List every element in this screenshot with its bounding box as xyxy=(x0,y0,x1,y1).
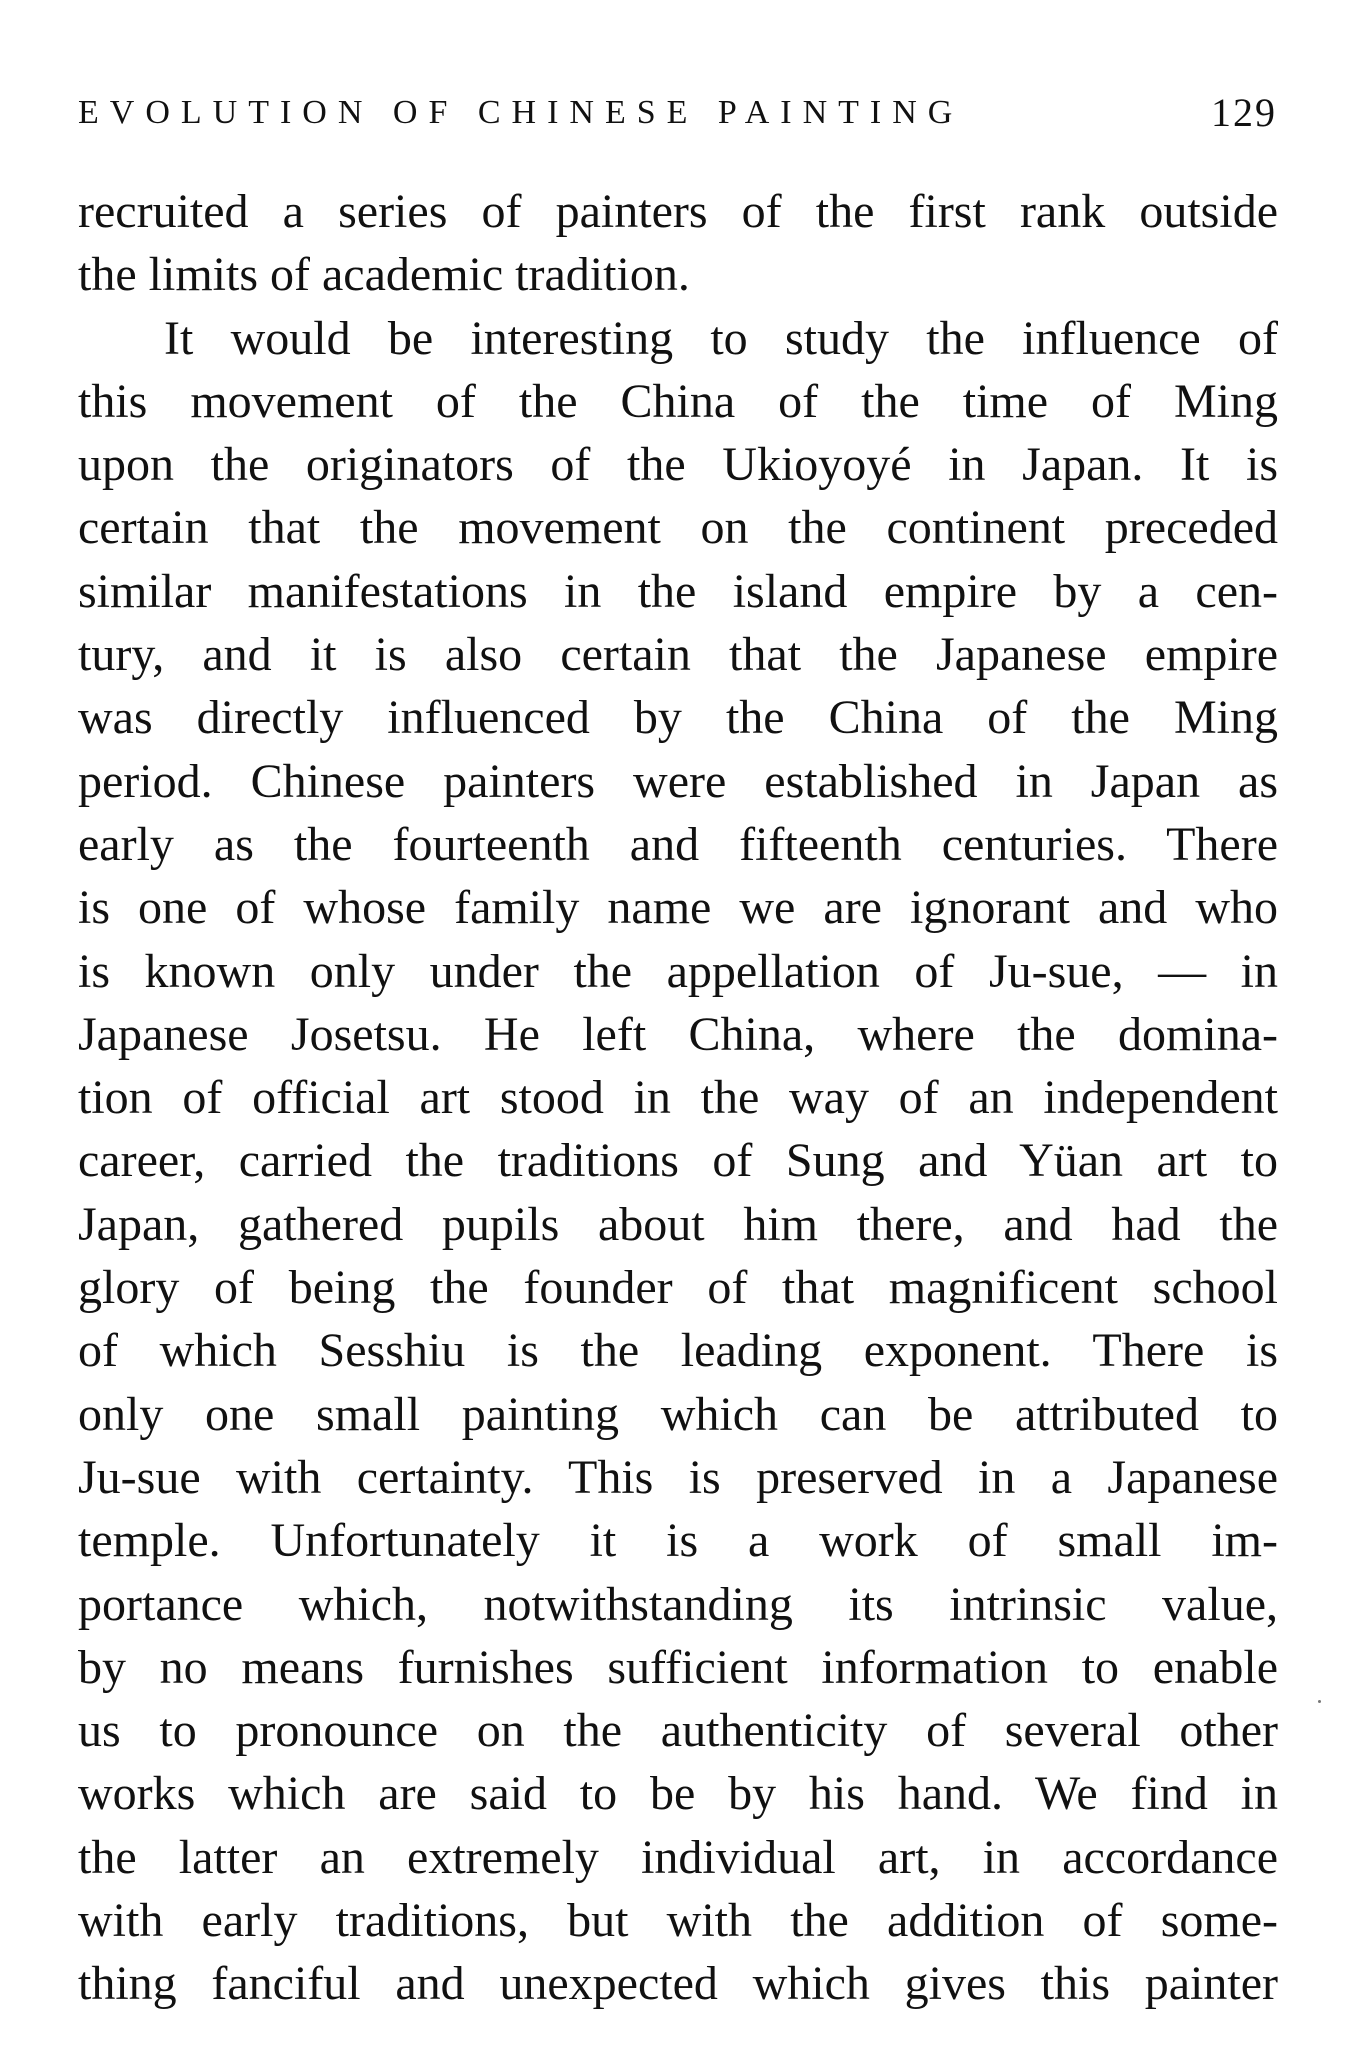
text-line: recruited a series of painters of the first rank outside xyxy=(78,185,1278,238)
text-line: is one of whose family name we are ignorant and who xyxy=(78,881,1278,935)
text-line: portance which, notwithstanding its intrinsic value, xyxy=(78,1577,1278,1631)
text-line: tury, and it is also certain that the Japanese empire xyxy=(78,628,1278,682)
paragraph-first-line: It would be interesting to study the influence of xyxy=(164,311,1278,365)
text-line: of which Sesshiu is the leading exponent. There is xyxy=(78,1324,1278,1378)
text-line: only one small painting which can be attributed to xyxy=(78,1387,1278,1441)
text-line: tion of official art stood in the way of an independent xyxy=(78,1071,1278,1125)
text-line: glory of being the founder of that magnificent school xyxy=(78,1261,1278,1315)
text-line: with early traditions, but with the addition of some- xyxy=(78,1894,1278,1948)
text-line: thing fanciful and unexpected which gives this painter xyxy=(78,1957,1278,2011)
ink-speck xyxy=(1318,1700,1321,1703)
text-line: the latter an extremely individual art, in accordance xyxy=(78,1830,1278,1884)
text-line: by no means furnishes sufficient information to enable xyxy=(78,1640,1278,1694)
text-line: Japan, gathered pupils about him there, and had the xyxy=(78,1197,1278,1251)
text-line: this movement of the China of the time of Ming xyxy=(78,374,1278,428)
text-line: Ju-sue with certainty. This is preserved in a Japanese xyxy=(78,1450,1278,1504)
running-head-title: EVOLUTION OF CHINESE PAINTING xyxy=(78,94,964,131)
body-text xyxy=(78,180,1278,2016)
text-line: upon the originators of the Ukioyoyé in Japan. It is xyxy=(78,438,1278,492)
text-line: works which are said to be by his hand. We find in xyxy=(78,1767,1278,1821)
text-line: certain that the movement on the continent preceded xyxy=(78,501,1278,555)
running-head xyxy=(78,88,1277,138)
text-line: Japanese Josetsu. He left China, where the domina- xyxy=(78,1007,1278,1061)
text-line: the limits of academic tradition. xyxy=(78,248,690,302)
text-line: period. Chinese painters were established in Japan as xyxy=(78,754,1278,808)
text-line: similar manifestations in the island empire by a cen- xyxy=(78,564,1278,618)
page-number: 129 xyxy=(1211,90,1277,135)
text-line: early as the fourteenth and fifteenth centuries. There xyxy=(78,817,1278,871)
text-line: temple. Unfortunately it is a work of small im- xyxy=(78,1514,1278,1568)
text-line: is known only under the appellation of Ju-sue, — in xyxy=(78,944,1278,998)
text-line: career, carried the traditions of Sung and Yüan art to xyxy=(78,1134,1278,1188)
text-line: was directly influenced by the China of the Ming xyxy=(78,691,1278,745)
text-line: us to pronounce on the authenticity of several other xyxy=(78,1704,1278,1758)
